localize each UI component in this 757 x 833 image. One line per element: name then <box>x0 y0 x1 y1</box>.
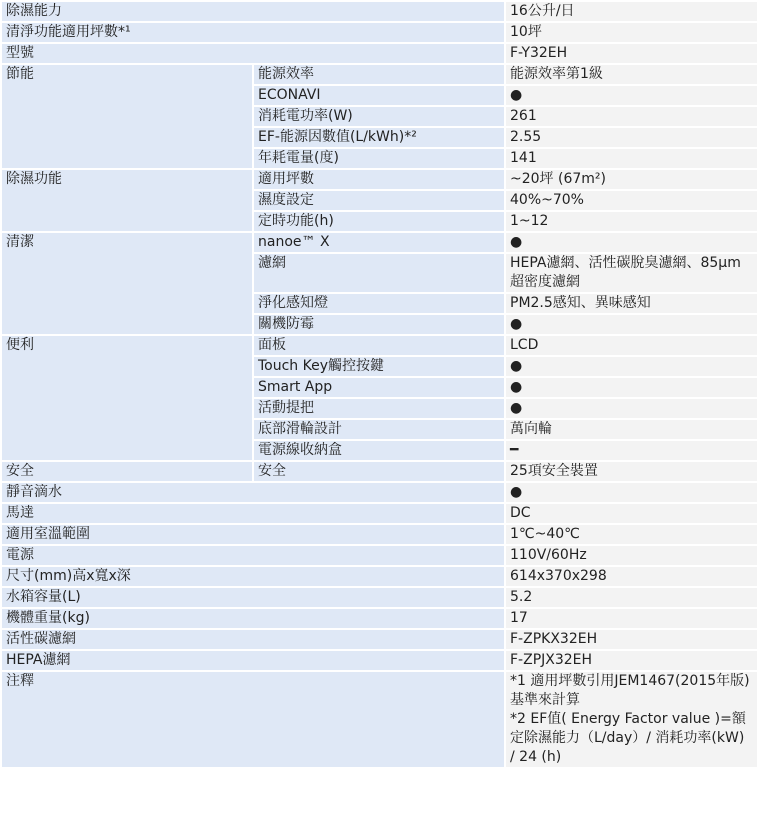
spec-value: 614x370x298 <box>505 566 757 587</box>
spec-value: ● <box>505 232 757 253</box>
spec-label: 適用坪數 <box>253 169 505 190</box>
spec-value: ● <box>505 356 757 377</box>
spec-value: F-Y32EH <box>505 43 757 64</box>
spec-label: 電源 <box>1 545 505 566</box>
spec-value: F-ZPJX32EH <box>505 650 757 671</box>
spec-label: 型號 <box>1 43 505 64</box>
table-row <box>1 629 757 650</box>
spec-group-label: 安全 <box>1 461 253 482</box>
spec-value: HEPA濾網、活性碳脫臭濾網、85μm超密度濾網 <box>505 253 757 293</box>
spec-value: DC <box>505 503 757 524</box>
spec-label: 清淨功能適用坪數*¹ <box>1 22 505 43</box>
spec-label: 淨化感知燈 <box>253 293 505 314</box>
table-row <box>1 461 757 482</box>
spec-value: 25項安全裝置 <box>505 461 757 482</box>
spec-value: 110V/60Hz <box>505 545 757 566</box>
spec-group-label: 便利 <box>1 335 253 461</box>
spec-value: ● <box>505 377 757 398</box>
table-row <box>1 64 757 85</box>
spec-value: ━ <box>505 440 757 461</box>
table-row <box>1 22 757 43</box>
spec-label: 安全 <box>253 461 505 482</box>
table-row <box>1 169 757 190</box>
spec-value: F-ZPKX32EH <box>505 629 757 650</box>
note-line: *2 EF值( Energy Factor value )=額定除濕能力（L/day）/ 消耗功率(kW) / 24 (h) <box>510 711 746 765</box>
note-line: *1 適用坪數引用JEM1467(2015年版)基準來計算 <box>510 673 750 708</box>
table-row <box>1 608 757 629</box>
spec-value: ● <box>505 314 757 335</box>
spec-value: ● <box>505 398 757 419</box>
spec-label: HEPA濾網 <box>1 650 505 671</box>
table-row <box>1 1 757 22</box>
spec-label: 活動提把 <box>253 398 505 419</box>
spec-value: 萬向輪 <box>505 419 757 440</box>
spec-label: 定時功能(h) <box>253 211 505 232</box>
spec-value: 261 <box>505 106 757 127</box>
table-row <box>1 671 757 768</box>
spec-value: ● <box>505 482 757 503</box>
table-row <box>1 545 757 566</box>
notes-cell <box>505 671 757 768</box>
spec-label: 濾網 <box>253 253 505 293</box>
table-row <box>1 43 757 64</box>
spec-group-label: 節能 <box>1 64 253 169</box>
spec-label: 消耗電功率(W) <box>253 106 505 127</box>
spec-label: 面板 <box>253 335 505 356</box>
table-row <box>1 566 757 587</box>
spec-label: 除濕能力 <box>1 1 505 22</box>
spec-value: 2.55 <box>505 127 757 148</box>
spec-value: ~20坪 (67m²) <box>505 169 757 190</box>
spec-value: ● <box>505 85 757 106</box>
spec-group-label: 除濕功能 <box>1 169 253 232</box>
spec-label: 適用室溫範圍 <box>1 524 505 545</box>
spec-label: Smart App <box>253 377 505 398</box>
spec-label: 能源效率 <box>253 64 505 85</box>
spec-label: 機體重量(kg) <box>1 608 505 629</box>
spec-value: 1℃~40℃ <box>505 524 757 545</box>
spec-value: PM2.5感知、異味感知 <box>505 293 757 314</box>
spec-value: 16公升/日 <box>505 1 757 22</box>
spec-label: 靜音滴水 <box>1 482 505 503</box>
spec-label: 活性碳濾網 <box>1 629 505 650</box>
spec-value: 17 <box>505 608 757 629</box>
spec-label: 馬達 <box>1 503 505 524</box>
spec-label: ECONAVI <box>253 85 505 106</box>
spec-label: 注釋 <box>1 671 505 768</box>
spec-value: 能源效率第1級 <box>505 64 757 85</box>
table-row <box>1 335 757 356</box>
table-row <box>1 587 757 608</box>
spec-label: 水箱容量(L) <box>1 587 505 608</box>
table-row <box>1 232 757 253</box>
spec-group-label: 清潔 <box>1 232 253 335</box>
spec-value: 141 <box>505 148 757 169</box>
spec-label: 電源線收納盒 <box>253 440 505 461</box>
spec-label: 關機防霉 <box>253 314 505 335</box>
table-row <box>1 503 757 524</box>
table-row <box>1 650 757 671</box>
spec-value: 40%~70% <box>505 190 757 211</box>
spec-label: 年耗電量(度) <box>253 148 505 169</box>
table-row <box>1 524 757 545</box>
table-row <box>1 482 757 503</box>
spec-label: nanoe™ X <box>253 232 505 253</box>
spec-label: 濕度設定 <box>253 190 505 211</box>
spec-label: Touch Key觸控按鍵 <box>253 356 505 377</box>
spec-value: 10坪 <box>505 22 757 43</box>
spec-label: 尺寸(mm)高x寬x深 <box>1 566 505 587</box>
spec-value: 1~12 <box>505 211 757 232</box>
spec-label: EF-能源因數值(L/kWh)*² <box>253 127 505 148</box>
spec-label: 底部滑輪設計 <box>253 419 505 440</box>
spec-value: 5.2 <box>505 587 757 608</box>
spec-value: LCD <box>505 335 757 356</box>
